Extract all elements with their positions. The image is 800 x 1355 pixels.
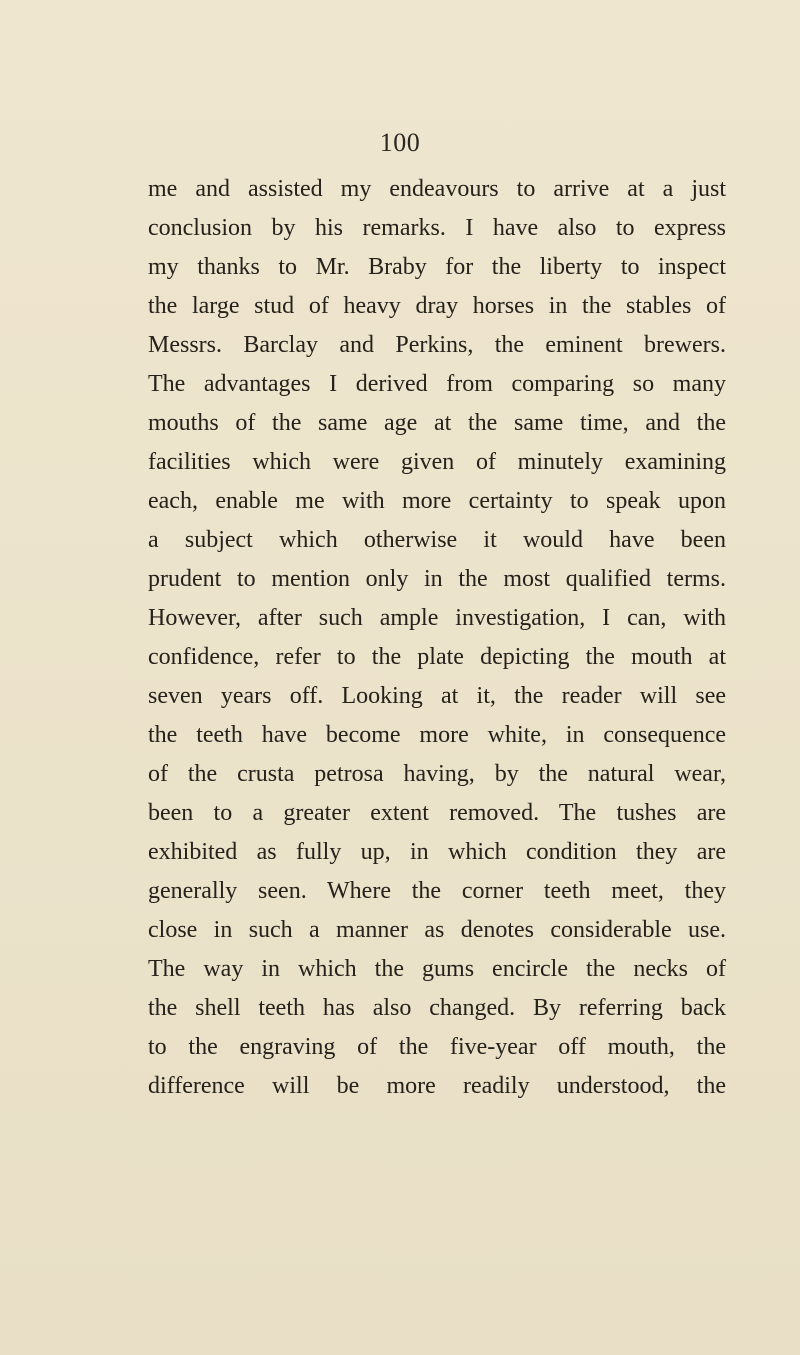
text-line: each, enable me with more certainty to speak upon [148, 488, 726, 514]
text-line: me and assisted my endeavours to arrive at a just [148, 176, 726, 202]
text-line: prudent to mention only in the most qualified terms. [148, 566, 726, 592]
text-line: mouths of the same age at the same time, and the [148, 410, 726, 436]
text-line: However, after such ample investigation, I can, with [148, 605, 726, 631]
text-line: exhibited as fully up, in which condition they are [148, 839, 726, 865]
text-line: The way in which the gums encircle the necks of [148, 956, 726, 982]
text-line: facilities which were given of minutely examining [148, 449, 726, 475]
text-line: the teeth have become more white, in consequence [148, 722, 726, 748]
text-line: the large stud of heavy dray horses in the stables of [148, 293, 726, 319]
page-number: 100 [379, 128, 421, 157]
text-line: of the crusta petrosa having, by the natural wear, [148, 761, 726, 787]
text-line: generally seen. Where the corner teeth meet, they [148, 878, 726, 904]
text-line: The advantages I derived from comparing so many [148, 371, 726, 397]
text-line: been to a greater extent removed. The tushes are [148, 800, 726, 826]
text-line: close in such a manner as denotes considerable use. [148, 917, 726, 943]
body-text [148, 170, 726, 1106]
text-line: conclusion by his remarks. I have also to express [148, 215, 726, 241]
text-line: seven years off. Looking at it, the reader will see [148, 683, 726, 709]
text-line: confidence, refer to the plate depicting the mouth at [148, 644, 726, 670]
text-line: Messrs. Barclay and Perkins, the eminent brewers. [148, 332, 726, 358]
text-line: difference will be more readily understood, the [148, 1073, 726, 1099]
text-line: my thanks to Mr. Braby for the liberty to inspect [148, 254, 726, 280]
text-line: to the engraving of the five-year off mouth, the [148, 1034, 726, 1060]
text-line: the shell teeth has also changed. By referring back [148, 995, 726, 1021]
text-line: a subject which otherwise it would have been [148, 527, 726, 553]
